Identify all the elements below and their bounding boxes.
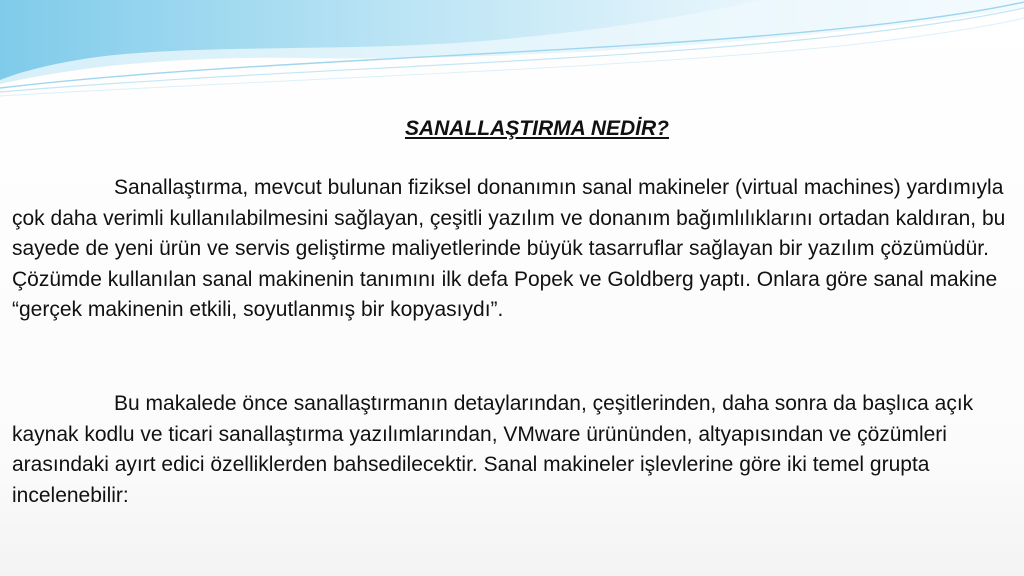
slide-title: SANALLAŞTIRMA NEDİR? (404, 117, 670, 140)
paragraph-overview: Bu makalede önce sanallaştırmanın detaylarından, çeşitlerinden, daha sonra da başlıca açık kaynak kodlu ve ticari sanallaştırma yazılımlarından, VMware ürününden, altyapısından ve çözümleri arasındaki ayırt edici özelliklerden bahsedilecektir. Sanal makineler işlevlerine göre iki temel grupta incelenebilir: (12, 392, 974, 507)
paragraph-definition: Sanallaştırma, mevcut bulunan fiziksel donanımın sanal makineler (virtual machines) yardımıyla çok daha verimli kullanılabilmesini sağlayan, çeşitli yazılım ve donanım bağımlılıklarını ortadan kaldıran, bu sayede de yeni ürün ve servis geliştirme maliyetlerinde büyük tasarruflar sağlayan bir yazılım çözümüdür. Çözümde kullanılan sanal makinenin tanımını ilk defa Popek ve Goldberg yaptı. Onlara göre sanal makine “gerçek makinenin etkili, soyutlanmış bir kopyasıydı”. (12, 176, 1006, 322)
header-wave-decoration (0, 0, 1024, 110)
